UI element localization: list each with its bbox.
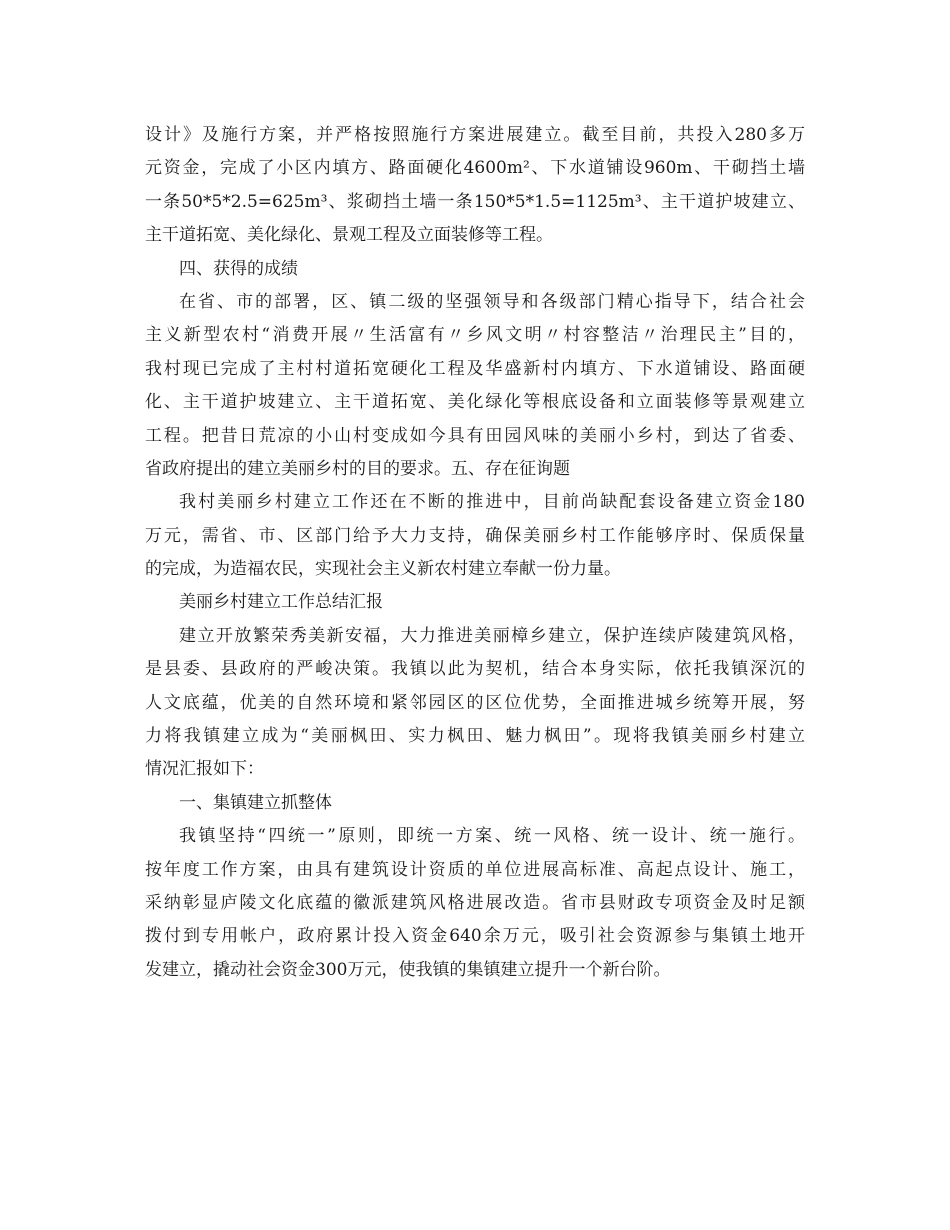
text-line: 拨付到专用帐户，政府累计投入资金640余万元，吸引社会资源参与集镇土地开 [145,926,805,947]
text-line: 情况汇报如下： [145,759,264,780]
text-line: 主干道拓宽、美化绿化、景观工程及立面装修等工程。 [145,225,553,246]
text-line: 我村美丽乡村建立工作还在不断的推进中，目前尚缺配套设备建立资金180 [179,492,805,513]
text-line: 工程。把昔日荒凉的小山村变成如今具有田园风味的美丽小乡村，到达了省委、 [145,425,805,446]
text-line: 主义新型农村“消费开展〃生活富有〃乡风文明〃村容整洁〃治理民主”目的， [145,325,805,346]
text-line: 化、主干道护坡建立、主干道拓宽、美化绿化等根底设备和立面装修等景观建立 [145,392,805,413]
document-body [145,119,805,987]
text-line: 力将我镇建立成为“美丽枫田、实力枫田、魅力枫田”。现将我镇美丽乡村建立 [145,726,805,747]
text-line: 按年度工作方案，由具有建筑设计资质的单位进展高标准、高起点设计、施工， [145,859,805,880]
text-line: 的完成，为造福农民，实现社会主义新农村建立奉献一份力量。 [145,559,621,580]
text-line: 一条50*5*2.5=625m³、浆砌挡土墙一条150*5*1.5=1125m³、主干道护坡建立、 [145,191,805,212]
text-line: 发建立，撬动社会资金300万元，使我镇的集镇建立提升一个新台阶。 [145,959,671,980]
text-line: 建立开放繁荣秀美新安福，大力推进美丽樟乡建立，保护连续庐陵建筑风格， [179,625,805,646]
text-line: 一、集镇建立抓整体 [179,792,332,813]
text-line: 在省、市的部署，区、镇二级的坚强领导和各级部门精心指导下，结合社会 [179,291,805,312]
text-line: 四、获得的成绩 [179,258,298,279]
text-line: 采纳彰显庐陵文化底蕴的徽派建筑风格进展改造。省市县财政专项资金及时足额 [145,892,805,913]
text-line: 人文底蕴，优美的自然环境和紧邻园区的区位优势，全面推进城乡统筹开展，努 [145,692,805,713]
text-line: 设计》及施行方案，并严格按照施行方案进展建立。截至目前，共投入280多万 [145,125,805,145]
text-line: 美丽乡村建立工作总结汇报 [179,592,383,613]
text-line: 我村现已完成了主村村道拓宽硬化工程及华盛新村内填方、下水道铺设、路面硬 [145,358,805,379]
text-line: 万元，需省、市、区部门给予大力支持，确保美丽乡村工作能够序时、保质保量 [145,525,805,546]
text-line: 元资金，完成了小区内填方、路面硬化4600m²、下水道铺设960m、干砌挡土墙 [145,158,805,179]
text-line: 我镇坚持“四统一”原则，即统一方案、统一风格、统一设计、统一施行。 [179,826,805,847]
text-line: 省政府提出的建立美丽乡村的目的要求。五、存在征询题 [145,458,570,479]
text-line: 是县委、县政府的严峻决策。我镇以此为契机，结合本身实际，依托我镇深沉的 [145,659,805,680]
